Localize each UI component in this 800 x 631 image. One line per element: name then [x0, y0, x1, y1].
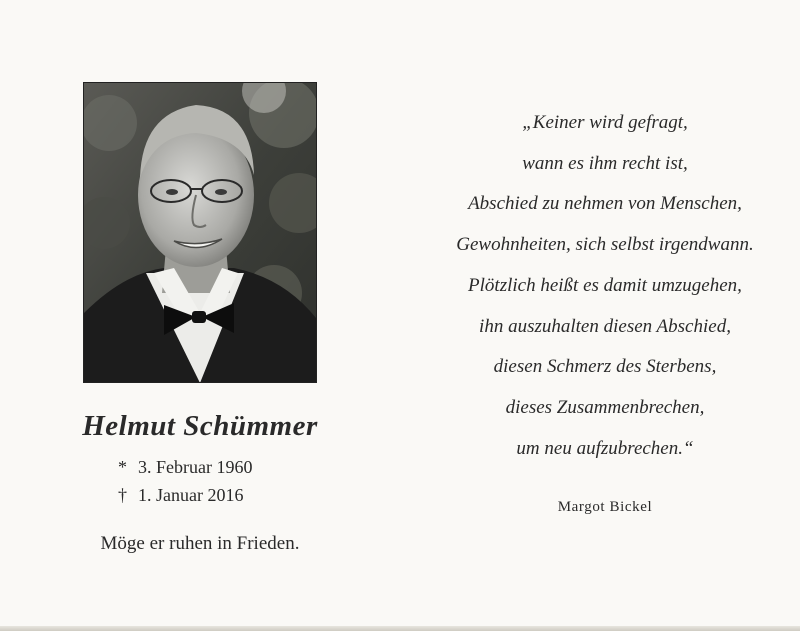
poem-line: „Keiner wird gefragt,: [522, 112, 688, 133]
death-date: 1. Januar 2016: [138, 485, 244, 505]
birth-date-line: [118, 453, 252, 481]
farewell-text: Möge er ruhen in Frieden.: [100, 533, 300, 554]
poem-author: Margot Bickel: [557, 499, 653, 515]
life-dates: [118, 453, 252, 509]
poem-line: Abschied zu nehmen von Menschen,: [468, 193, 742, 215]
poem-line: ihn auszuhalten diesen Abschied,: [479, 315, 731, 337]
poem-line: um neu aufzubrechen.“: [516, 437, 694, 459]
poem-line: diesen Schmerz des Sterbens,: [493, 356, 717, 378]
deceased-name: Helmut Schümmer: [82, 410, 318, 442]
poem-line: Gewohnheiten, sich selbst irgendwann.: [456, 234, 754, 256]
death-cross-icon: †: [118, 485, 127, 505]
card-bottom-edge: [0, 626, 800, 631]
death-date-line: [118, 481, 252, 509]
birth-symbol: *: [118, 457, 127, 477]
poem: [420, 103, 790, 469]
poem-line: wann es ihm recht ist,: [522, 152, 688, 174]
poem-line: Plötzlich heißt es damit umzugehen,: [468, 274, 742, 296]
portrait-photo: [83, 82, 317, 383]
birth-date: 3. Februar 1960: [138, 457, 253, 477]
portrait-image: [84, 83, 316, 382]
poem-line: dieses Zusammenbrechen,: [505, 396, 705, 418]
